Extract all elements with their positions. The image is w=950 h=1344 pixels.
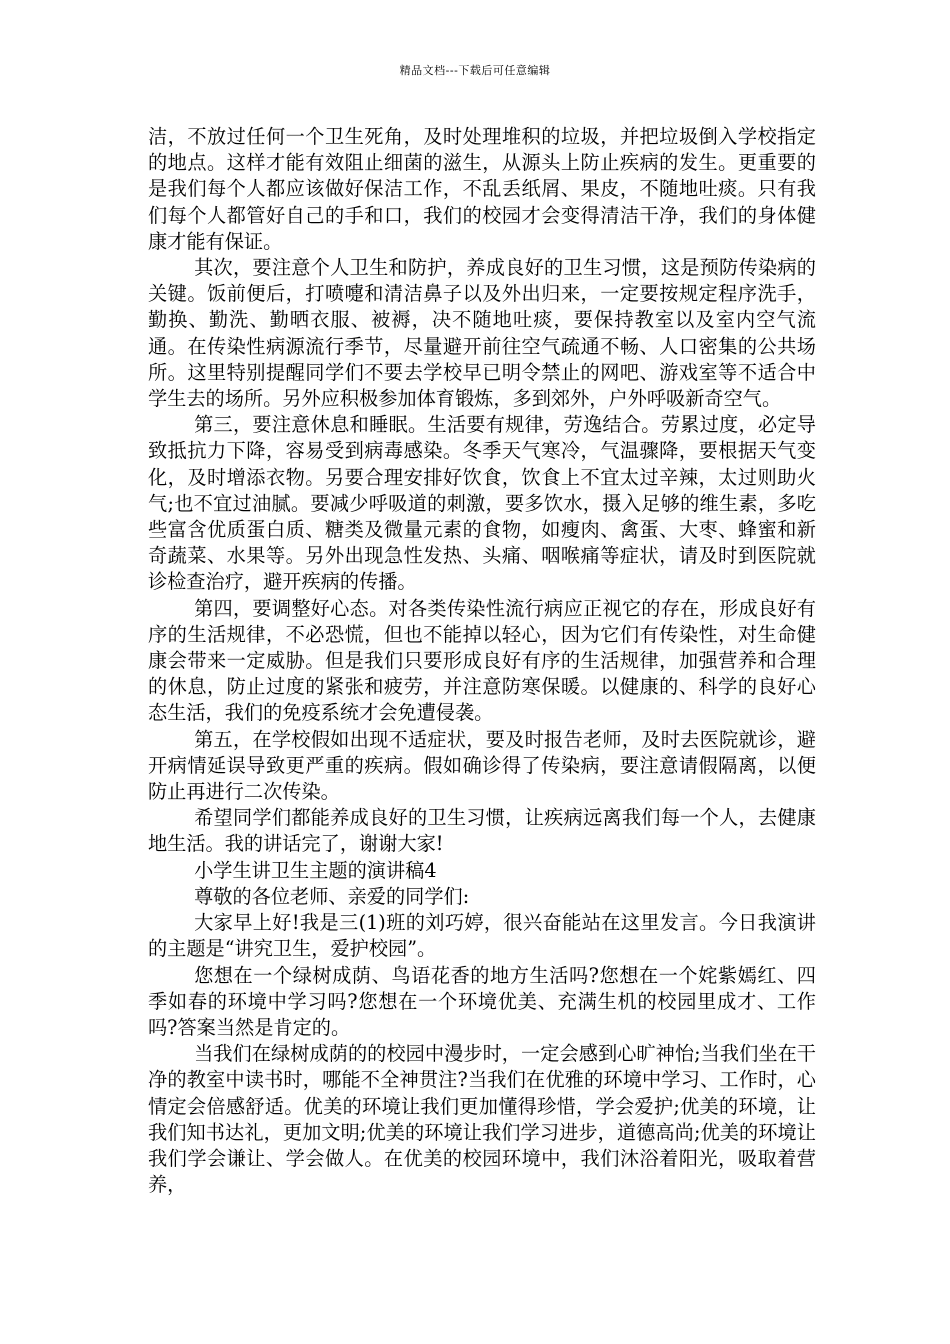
paragraph: 其次，要注意个人卫生和防护，养成良好的卫生习惯，这是预防传染病的关键。饭前便后，打喷嚏和清洁鼻子以及外出归来，一定要按规定程序洗手，勤换、勤洗、勤晒衣服、被褥，决不随地吐痰，要保持教室以及室内空气流通。在传染性病源流行季节，尽量避开前往空气疏通不畅、人口密集的公共场所。这里特别提醒同学们不要去学校早已明令禁止的网吧、游戏室等不适合中学生去的场所。另外应积极参加体育锻炼，多到郊外，户外呼吸新奇空气。 bbox=[148, 256, 816, 411]
paragraph: 大家早上好!我是三(1)班的刘巧婷，很兴奋能站在这里发言。今日我演讲的主题是“讲究卫生，爱护校园”。 bbox=[148, 911, 816, 961]
paragraph: 希望同学们都能养成良好的卫生习惯，让疾病远离我们每一个人，去健康地生活。我的讲话完了，谢谢大家! bbox=[148, 806, 816, 856]
section-title: 小学生讲卫生主题的演讲稿4 bbox=[194, 858, 437, 882]
paragraph: 第三，要注意休息和睡眠。生活要有规律，劳逸结合。劳累过度，必定导致抵抗力下降，容易受到病毒感染。冬季天气寒冷，气温骤降，要根据天气变化，及时增添衣物。另要合理安排好饮食，饮食上不宜太过辛辣，太过则助火气;也不宜过油腻。要减少呼吸道的刺激，要多饮水，摄入足够的维生素，多吃些富含优质蛋白质、糖类及微量元素的食物，如瘦肉、禽蛋、大枣、蜂蜜和新奇蔬菜、水果等。另外出现急性发热、头痛、咽喉痛等症状，请及时到医院就诊检查治疗，避开疾病的传播。 bbox=[148, 413, 816, 594]
paragraph: 您想在一个绿树成荫、鸟语花香的地方生活吗?您想在一个姹紫嫣红、四季如春的环境中学习吗?您想在一个环境优美、充满生机的校园里成才、工作吗?答案当然是肯定的。 bbox=[148, 963, 816, 1039]
page-header: 精品文档---下载后可任意编辑 bbox=[399, 64, 551, 77]
salutation: 尊敬的各位老师、亲爱的同学们: bbox=[194, 884, 470, 908]
paragraph: 洁，不放过任何一个卫生死角，及时处理堆积的垃圾，并把垃圾倒入学校指定的地点。这样才能有效阻止细菌的滋生，从源头上防止疾病的发生。更重要的是我们每个人都应该做好保洁工作，不乱丢纸屑、果皮，不随地吐痰。只有我们每个人都管好自己的手和口，我们的校园才会变得清洁干净，我们的身体健康才能有保证。 bbox=[148, 125, 816, 253]
paragraph: 第五，在学校假如出现不适症状，要及时报告老师，及时去医院就诊，避开病情延误导致更严重的疾病。假如确诊得了传染病，要注意请假隔离，以便防止再进行二次传染。 bbox=[148, 727, 816, 804]
paragraph: 第四，要调整好心态。对各类传染性流行病应正视它的存在，形成良好有序的生活规律，不必恐慌，但也不能掉以轻心，因为它们有传染性，对生命健康会带来一定威胁。但是我们只要形成良好有序的生活规律，加强营养和合理的休息，防止过度的紧张和疲劳，并注意防寒保暖。以健康的、科学的良好心态生活，我们的免疫系统才会免遭侵袭。 bbox=[148, 596, 816, 725]
document-body bbox=[148, 124, 816, 1198]
paragraph: 当我们在绿树成荫的的校园中漫步时，一定会感到心旷神怡;当我们坐在干净的教室中读书时，哪能不全神贯注?当我们在优雅的环境中学习、工作时，心情定会倍感舒适。优美的环境让我们更加懂得珍惜，学会爱护;优美的环境，让我们知书达礼，更加文明;优美的环境让我们学习进步，道德高尚;优美的环境让我们学会谦让、学会做人。在优美的校园环境中，我们沐浴着阳光，吸取着营养， bbox=[148, 1042, 816, 1197]
